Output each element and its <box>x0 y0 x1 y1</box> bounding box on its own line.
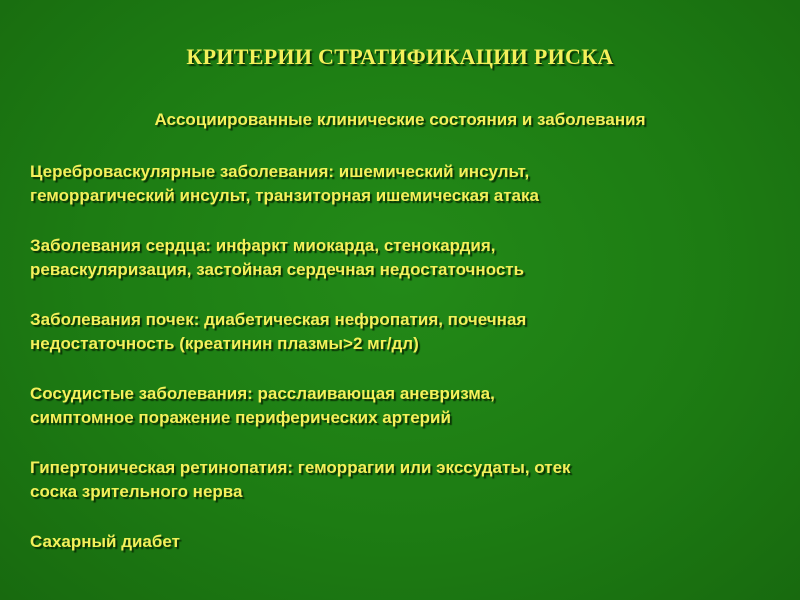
slide-title: КРИТЕРИИ СТРАТИФИКАЦИИ РИСКА <box>186 44 614 69</box>
criteria-item-line: соска зрительного нерва <box>30 482 243 501</box>
criteria-item-line: недостаточность (креатинин плазмы>2 мг/дл) <box>30 334 419 353</box>
criteria-item-diabetes <box>30 530 780 554</box>
criteria-item-vascular <box>30 382 780 430</box>
criteria-list <box>30 160 780 580</box>
criteria-item-line: Сахарный диабет <box>30 532 180 551</box>
slide-subtitle: Ассоциированные клинические состояния и заболевания <box>154 110 646 129</box>
criteria-item-cerebrovascular <box>30 160 780 208</box>
criteria-item-retinopathy <box>30 456 780 504</box>
criteria-item-line: геморрагический инсульт, транзиторная ишемическая атака <box>30 186 539 205</box>
criteria-item-line: симптомное поражение периферических артерий <box>30 408 451 427</box>
criteria-item-heart <box>30 234 780 282</box>
criteria-item-line: реваскуляризация, застойная сердечная недостаточность <box>30 260 525 279</box>
criteria-item-line: Сосудистые заболевания: расслаивающая аневризма, <box>30 384 495 403</box>
criteria-item-line: Заболевания сердца: инфаркт миокарда, стенокардия, <box>30 236 496 255</box>
criteria-item-kidney <box>30 308 780 356</box>
criteria-item-line: Заболевания почек: диабетическая нефропатия, почечная <box>30 310 527 329</box>
criteria-item-line: Цереброваскулярные заболевания: ишемический инсульт, <box>30 162 530 181</box>
criteria-item-line: Гипертоническая ретинопатия: геморрагии или экссудаты, отек <box>30 458 571 477</box>
